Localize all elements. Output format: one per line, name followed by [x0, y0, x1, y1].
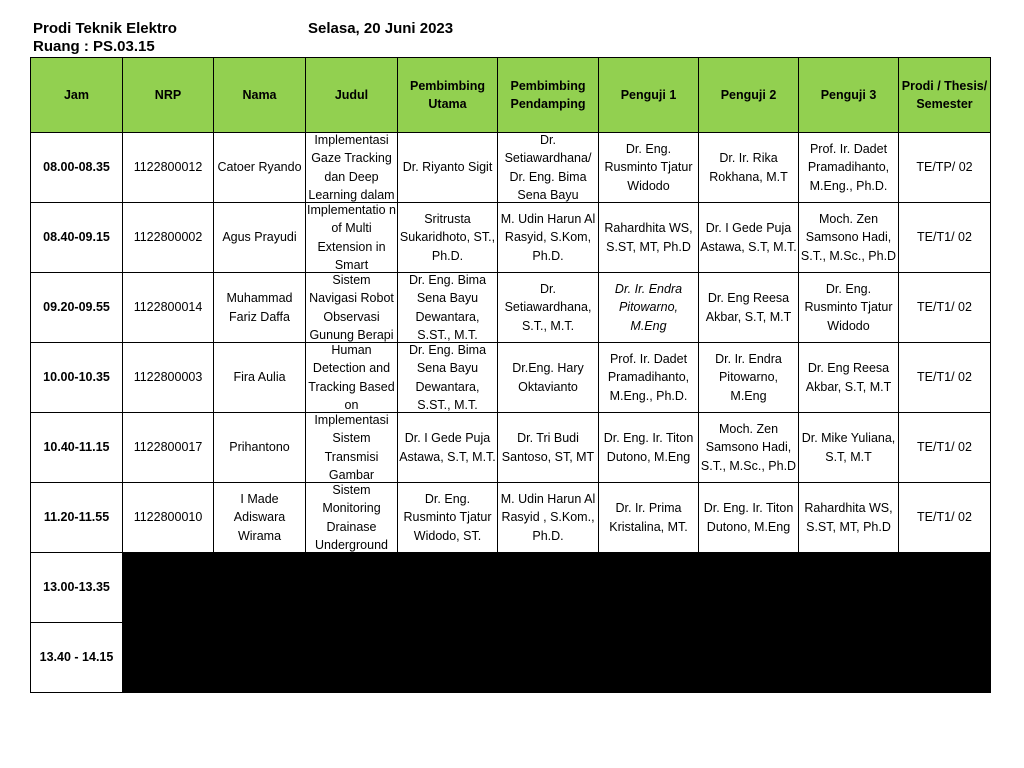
cell-penguji-2: Moch. Zen Samsono Hadi, S.T., M.Sc., Ph.D [699, 413, 799, 483]
cell-nama: Fira Aulia [214, 343, 306, 413]
cell-pembimbing-utama [398, 483, 498, 553]
cell-nrp: 1122800010 [123, 483, 214, 553]
cell-penguji-3: Dr. Eng Reesa Akbar, S.T, M.T [799, 343, 899, 413]
cell-jam: 13.40 - 14.15 [31, 623, 123, 693]
cell-nama: Muhammad Fariz Daffa [214, 273, 306, 343]
cell-prodi: TE/T1/ 02 [899, 203, 991, 273]
cell-judul [306, 273, 398, 343]
cell-penguji-2: Dr. Ir. Endra Pitowarno, M.Eng [699, 343, 799, 413]
cell-penguji-1: Prof. Ir. Dadet Pramadihanto, M.Eng., Ph.D. [599, 343, 699, 413]
table-row [31, 273, 991, 343]
cell-prodi: TE/T1/ 02 [899, 413, 991, 483]
cell-judul-text: Implementatio n of Multi Extension in Smart [307, 203, 396, 272]
cell-jam: 09.20-09.55 [31, 273, 123, 343]
col-header-nrp: NRP [123, 58, 214, 133]
cell-pembimbing-utama: Dr. I Gede Puja Astawa, S.T, M.T. [398, 413, 498, 483]
cell-judul-text: Implementasi Sistem Transmisi Gambar [314, 413, 389, 482]
cell-jam: 10.40-11.15 [31, 413, 123, 483]
cell-penguji-3: Prof. Ir. Dadet Pramadihanto, M.Eng., Ph.D. [799, 133, 899, 203]
cell-nrp: 1122800017 [123, 413, 214, 483]
cell-penguji-3: Rahardhita WS, S.ST, MT, Ph.D [799, 483, 899, 553]
cell-pembimbing-pendamping: Dr.Eng. Hary Oktavianto [498, 343, 599, 413]
table-row [31, 413, 991, 483]
table-row [31, 203, 991, 273]
cell-jam: 08.40-09.15 [31, 203, 123, 273]
cell-judul [306, 343, 398, 413]
cell-utama-text: Dr. Eng. Rusminto Tjatur Widodo, ST. [403, 491, 492, 543]
cell-nama: Prihantono [214, 413, 306, 483]
cell-pembimbing-pendamping: M. Udin Harun Al Rasyid, S.Kom, Ph.D. [498, 203, 599, 273]
cell-nrp: 1122800002 [123, 203, 214, 273]
col-header-penguji-2: Penguji 2 [699, 58, 799, 133]
schedule-table [30, 57, 991, 693]
cell-prodi: TE/TP/ 02 [899, 133, 991, 203]
cell-judul-text: Implementasi Gaze Tracking dan Deep Learning dalam [308, 133, 395, 202]
cell-pembimbing-utama: Sritrusta Sukaridhoto, ST., Ph.D. [398, 203, 498, 273]
cell-nama: Catoer Ryando [214, 133, 306, 203]
cell-judul [306, 203, 398, 273]
col-header-judul: Judul [306, 58, 398, 133]
cell-penguji-3: Moch. Zen Samsono Hadi, S.T., M.Sc., Ph.D [799, 203, 899, 273]
cell-pembimbing-pendamping: M. Udin Harun Al Rasyid , S.Kom., Ph.D. [498, 483, 599, 553]
cell-judul-text: Human Detection and Tracking Based on [308, 343, 395, 412]
cell-jam: 10.00-10.35 [31, 343, 123, 413]
cell-nrp: 1122800012 [123, 133, 214, 203]
table-row [31, 483, 991, 553]
room-label: Ruang : PS.03.15 [33, 38, 155, 55]
cell-prodi: TE/T1/ 02 [899, 273, 991, 343]
col-header-penguji-1: Penguji 1 [599, 58, 699, 133]
cell-judul-text: Sistem Monitoring Drainase Underground [315, 483, 388, 552]
cell-penguji-3: Dr. Mike Yuliana, S.T, M.T [799, 413, 899, 483]
cell-pembimbing-utama [398, 343, 498, 413]
cell-judul [306, 483, 398, 553]
col-header-jam: Jam [31, 58, 123, 133]
cell-nama: I Made Adiswara Wirama [214, 483, 306, 553]
col-header-nama: Nama [214, 58, 306, 133]
redacted-block [123, 553, 991, 693]
cell-jam: 11.20-11.55 [31, 483, 123, 553]
table-row [31, 343, 991, 413]
cell-pembimbing-pendamping: Dr. Setiawardhana, S.T., M.T. [498, 273, 599, 343]
cell-prodi: TE/T1/ 02 [899, 343, 991, 413]
col-header-pembimbing-utama: Pembimbing Utama [398, 58, 498, 133]
cell-judul-text: Sistem Navigasi Robot Observasi Gunung Berapi [309, 273, 394, 342]
cell-pembimbing-utama [398, 273, 498, 343]
cell-penguji-1: Dr. Eng. Ir. Titon Dutono, M.Eng [599, 413, 699, 483]
cell-utama-text: Dr. Eng. Bima Sena Bayu Dewantara, S.ST., M.T. [408, 273, 487, 342]
table-row-empty-slot [31, 553, 991, 623]
cell-pembimbing-pendamping [498, 133, 599, 203]
cell-jam: 13.00-13.35 [31, 553, 123, 623]
cell-penguji-1: Rahardhita WS, S.ST, MT, Ph.D [599, 203, 699, 273]
cell-nrp: 1122800003 [123, 343, 214, 413]
cell-penguji-2: Dr. Ir. Rika Rokhana, M.T [699, 133, 799, 203]
cell-nama: Agus Prayudi [214, 203, 306, 273]
table-header-row [31, 58, 991, 133]
cell-nrp: 1122800014 [123, 273, 214, 343]
table-row [31, 133, 991, 203]
cell-penguji-1: Dr. Ir. Endra Pitowarno, M.Eng [599, 273, 699, 343]
cell-penguji-2: Dr. Eng. Ir. Titon Dutono, M.Eng [699, 483, 799, 553]
cell-jam: 08.00-08.35 [31, 133, 123, 203]
col-header-prodi: Prodi / Thesis/ Semester [899, 58, 991, 133]
col-header-pembimbing-pendamping: Pembimbing Pendamping [498, 58, 599, 133]
cell-pembimbing-pendamping: Dr. Tri Budi Santoso, ST, MT [498, 413, 599, 483]
cell-prodi: TE/T1/ 02 [899, 483, 991, 553]
cell-penguji-2: Dr. Eng Reesa Akbar, S.T, M.T [699, 273, 799, 343]
cell-judul [306, 413, 398, 483]
cell-judul [306, 133, 398, 203]
cell-pembimbing-utama: Dr. Riyanto Sigit [398, 133, 498, 203]
cell-penguji-2: Dr. I Gede Puja Astawa, S.T, M.T. [699, 203, 799, 273]
col-header-penguji-3: Penguji 3 [799, 58, 899, 133]
cell-penguji-3: Dr. Eng. Rusminto Tjatur Widodo [799, 273, 899, 343]
program-title: Prodi Teknik Elektro [33, 20, 177, 37]
cell-pendamping-text: Dr. Setiawardhana/ Dr. Eng. Bima Sena Bayu [504, 133, 592, 202]
cell-penguji-1: Dr. Ir. Prima Kristalina, MT. [599, 483, 699, 553]
schedule-date: Selasa, 20 Juni 2023 [308, 20, 454, 37]
cell-penguji-1: Dr. Eng. Rusminto Tjatur Widodo [599, 133, 699, 203]
cell-utama-text: Dr. Eng. Bima Sena Bayu Dewantara, S.ST., M.T. [408, 343, 487, 412]
